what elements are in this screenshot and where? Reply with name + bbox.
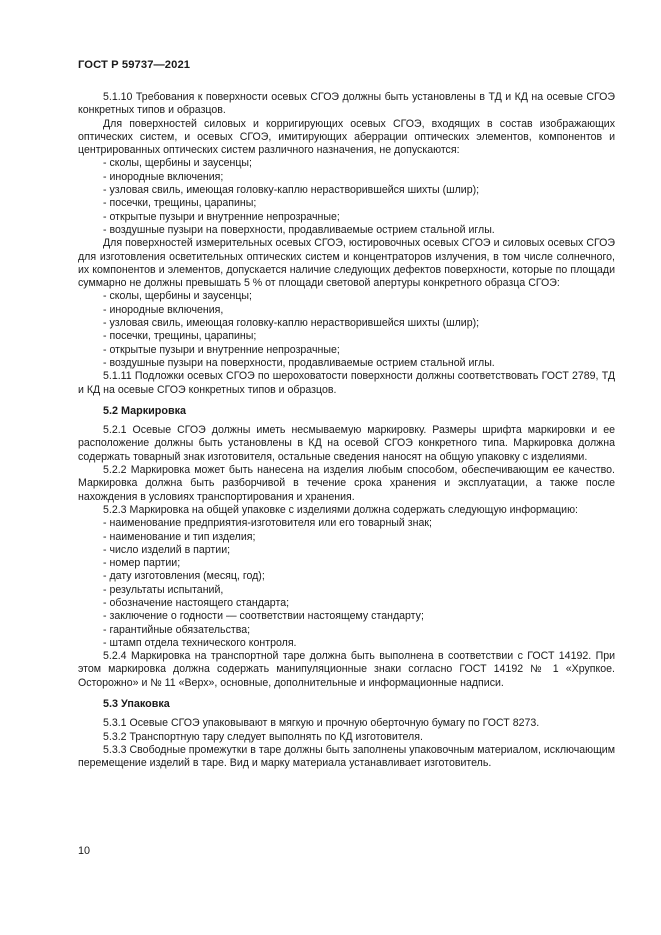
list-item: - штамп отдела технического контроля. <box>78 637 615 650</box>
paragraph-5-2-4: 5.2.4 Маркировка на транспортной таре должна быть выполнена в соответствии с ГОСТ 14192. При этом маркировка должна содержать манипуляционные знаки согласно ГОСТ 14192 № 1 «Хрупкое. Осторожно» и № 11 «Верх», основные, дополнительные и информационные надписи. <box>78 650 615 689</box>
list-item: - воздушные пузыри на поверхности, продавливаемые острием стальной иглы. <box>78 357 615 370</box>
paragraph-5-3-3: 5.3.3 Свободные промежутки в таре должны быть заполнены упаковочным материалом, исключающим перемещение изделий в таре. Вид и марку материала устанавливает изготовитель. <box>78 743 615 770</box>
list-item: - результаты испытаний, <box>78 584 615 597</box>
list-item: - инородные включения; <box>78 171 615 184</box>
list-item: - наименование предприятия-изготовителя или его товарный знак; <box>78 517 615 530</box>
document-body <box>78 91 615 771</box>
list-item: - сколы, щербины и заусенцы; <box>78 157 615 170</box>
paragraph-5-2-3: 5.2.3 Маркировка на общей упаковке с изделиями должна содержать следующую информацию: <box>103 503 578 516</box>
document-header: ГОСТ Р 59737—2021 <box>78 59 191 71</box>
paragraph: Для поверхностей силовых и корригирующих осевых СГОЭ, входящих в состав изображающих оптических систем, и осевых СГОЭ, имитирующих аберрации оптических элементов, компонентов и центрированных оптических систем различного назначения, не допускаются: <box>78 117 615 157</box>
list-item: - узловая свиль, имеющая головку-каплю нерастворившейся шихты (шлир); <box>78 184 615 197</box>
list-item: - посечки, трещины, царапины; <box>78 330 615 343</box>
list-item: - посечки, трещины, царапины; <box>78 197 615 210</box>
list-item: - номер партии; <box>78 557 615 570</box>
page-number: 10 <box>78 845 91 857</box>
list-item: - инородные включения, <box>78 304 615 317</box>
defect-list-forbidden <box>78 157 615 237</box>
section-title-packaging: 5.3 Упаковка <box>103 698 170 711</box>
list-item: - наименование и тип изделия; <box>78 531 615 544</box>
list-item: - узловая свиль, имеющая головку-каплю нерастворившейся шихты (шлир); <box>78 317 615 330</box>
paragraph: Для поверхностей измерительных осевых СГОЭ, юстировочных осевых СГОЭ и силовых осевых СГОЭ для изготовления осветительных оптических систем и концентраторов излучения, в том числе солнечного, их компонентов и элементов, допускается наличие следующих дефектов поверхности, которые по площади суммарно не должны превышать 5 % от площади световой апертуры конкретного образца СГОЭ: <box>78 237 615 290</box>
section-title-marking: 5.2 Маркировка <box>103 404 187 417</box>
paragraph-5-1-11: 5.1.11 Подложки осевых СГОЭ по шероховатости поверхности должны соответствовать ГОСТ 2789, ТД и КД на осевые СГОЭ конкретных типов и образцов. <box>78 370 615 396</box>
list-item: - сколы, щербины и заусенцы; <box>78 290 615 303</box>
paragraph-5-2-1: 5.2.1 Осевые СГОЭ должны иметь несмываемую маркировку. Размеры шрифта маркировки и ее расположение должны быть установлены в КД на осевой СГОЭ конкретного типа. Маркировка должна содержать товарный знак изготовителя, остальные сведения наносят на общую упаковку с изделиями. <box>78 424 615 463</box>
list-item: - открытые пузыри и внутренние непрозрачные; <box>78 344 615 357</box>
list-item: - заключение о годности — соответствии настоящему стандарту; <box>78 610 615 623</box>
list-item: - дату изготовления (месяц, год); <box>78 570 615 583</box>
list-item: - гарантийные обязательства; <box>78 624 615 637</box>
marking-info-list <box>78 517 615 650</box>
paragraph-5-1-10: 5.1.10 Требования к поверхности осевых СГОЭ должны быть установлены в ТД и КД на осевые СГОЭ конкретных типов и образцов. <box>78 91 615 117</box>
paragraph-5-3-1: 5.3.1 Осевые СГОЭ упаковывают в мягкую и прочную оберточную бумагу по ГОСТ 8273. <box>103 717 540 730</box>
list-item: - открытые пузыри и внутренние непрозрачные; <box>78 211 615 224</box>
paragraph-5-2-2: 5.2.2 Маркировка может быть нанесена на изделия любым способом, обеспечивающим ее качество. Маркировка должна быть разборчивой в течение срока хранения и эксплуатации, а также после нахождения в условиях транспортирования и хранения. <box>78 464 615 503</box>
defect-list-allowed <box>78 290 615 370</box>
list-item: - воздушные пузыри на поверхности, продавливаемые острием стальной иглы. <box>78 224 615 237</box>
list-item: - число изделий в партии; <box>78 544 615 557</box>
paragraph-5-3-2: 5.3.2 Транспортную тару следует выполнять по КД изготовителя. <box>103 730 423 743</box>
list-item: - обозначение настоящего стандарта; <box>78 597 615 610</box>
